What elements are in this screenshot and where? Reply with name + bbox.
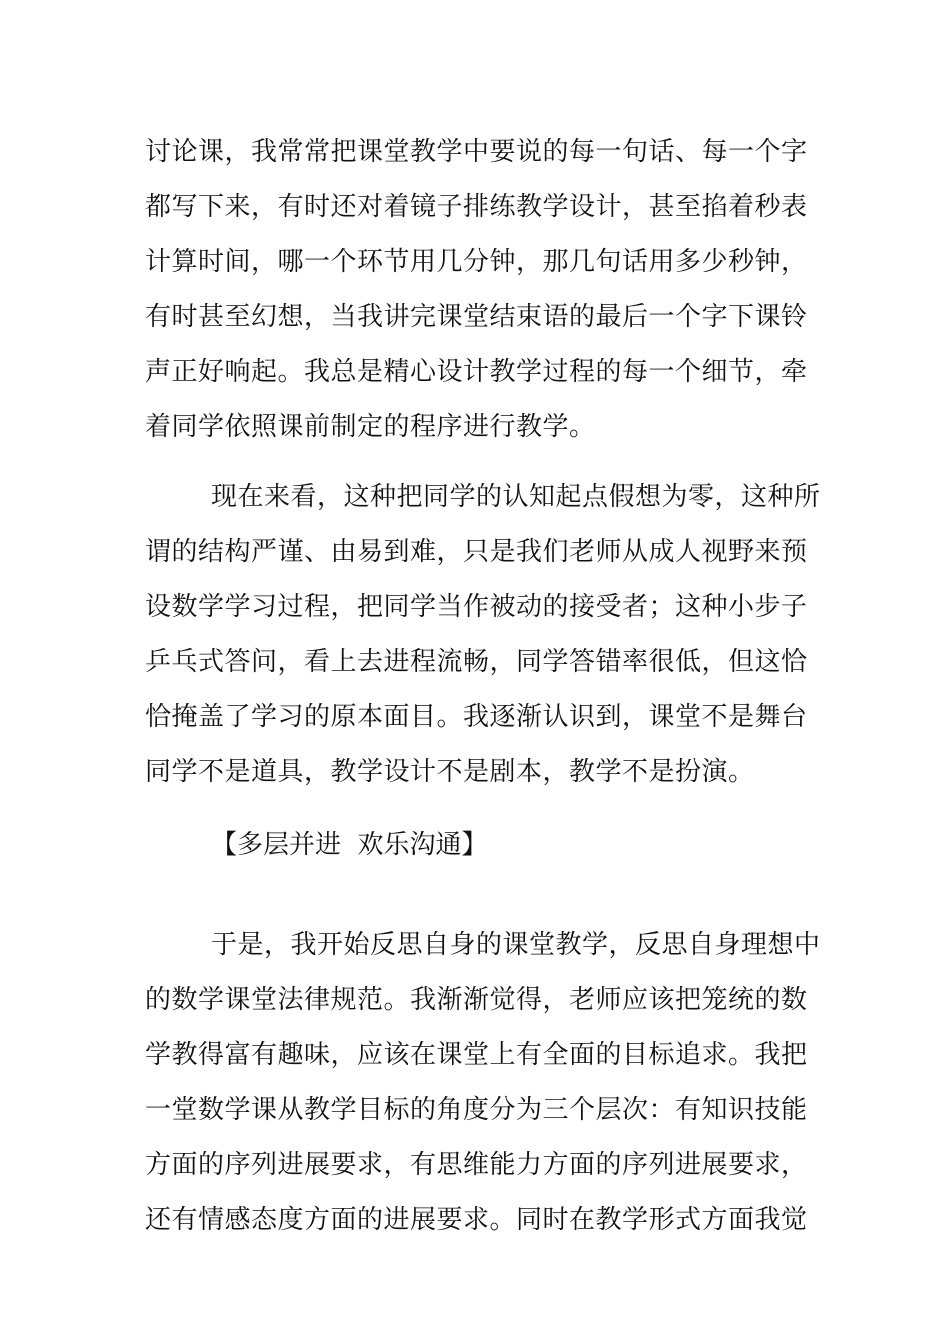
text-line: 谓的结构严谨、由易到难，只是我们老师从成人视野来预 xyxy=(145,537,808,567)
text-line: 着同学依照课前制定的程序进行教学。 xyxy=(145,412,596,442)
paragraph-1 xyxy=(145,125,810,455)
text-line: 计算时间，哪一个环节用几分钟，那几句话用多少秒钟， xyxy=(145,247,808,277)
text-line: 于是，我开始反思自身的课堂教学，反思自身理想中 xyxy=(211,930,821,960)
text-line: 学教得富有趣味，应该在课堂上有全面的目标追求。我把 xyxy=(145,1040,808,1070)
text-line: 有时甚至幻想，当我讲完课堂结束语的最后一个字下课铃 xyxy=(145,302,808,332)
text-line: 还有情感态度方面的进展要求。同时在教学形式方面我觉 xyxy=(145,1205,808,1235)
text-line: 一堂数学课从教学目标的角度分为三个层次：有知识技能 xyxy=(145,1095,808,1125)
text-line: 声正好响起。我总是精心设计教学过程的每一个细节，牵 xyxy=(145,357,808,387)
text-line: 恰掩盖了学习的原本面目。我逐渐认识到，课堂不是舞台 xyxy=(145,702,808,732)
text-line: 设数学学习过程，把同学当作被动的接受者；这种小步子 xyxy=(145,592,808,622)
text-line: 同学不是道具，教学设计不是剧本，教学不是扮演。 xyxy=(145,757,755,787)
text-line: 方面的序列进展要求，有思维能力方面的序列进展要求， xyxy=(145,1150,808,1180)
text-line: 都写下来，有时还对着镜子排练教学设计，甚至掐着秒表 xyxy=(145,192,808,222)
text-line: 乒乓式答问，看上去进程流畅，同学答错率很低，但这恰 xyxy=(145,647,808,677)
text-line: 讨论课，我常常把课堂教学中要说的每一句话、每一个字 xyxy=(145,137,808,167)
text-line: 的数学课堂法律规范。我渐渐觉得，老师应该把笼统的数 xyxy=(145,985,808,1015)
paragraph-3 xyxy=(145,918,821,1248)
text-line: 现在来看，这种把同学的认知起点假想为零，这种所 xyxy=(211,482,821,512)
section-heading: 【多层并进 欢乐沟通】 xyxy=(211,830,488,860)
paragraph-2 xyxy=(145,470,821,800)
